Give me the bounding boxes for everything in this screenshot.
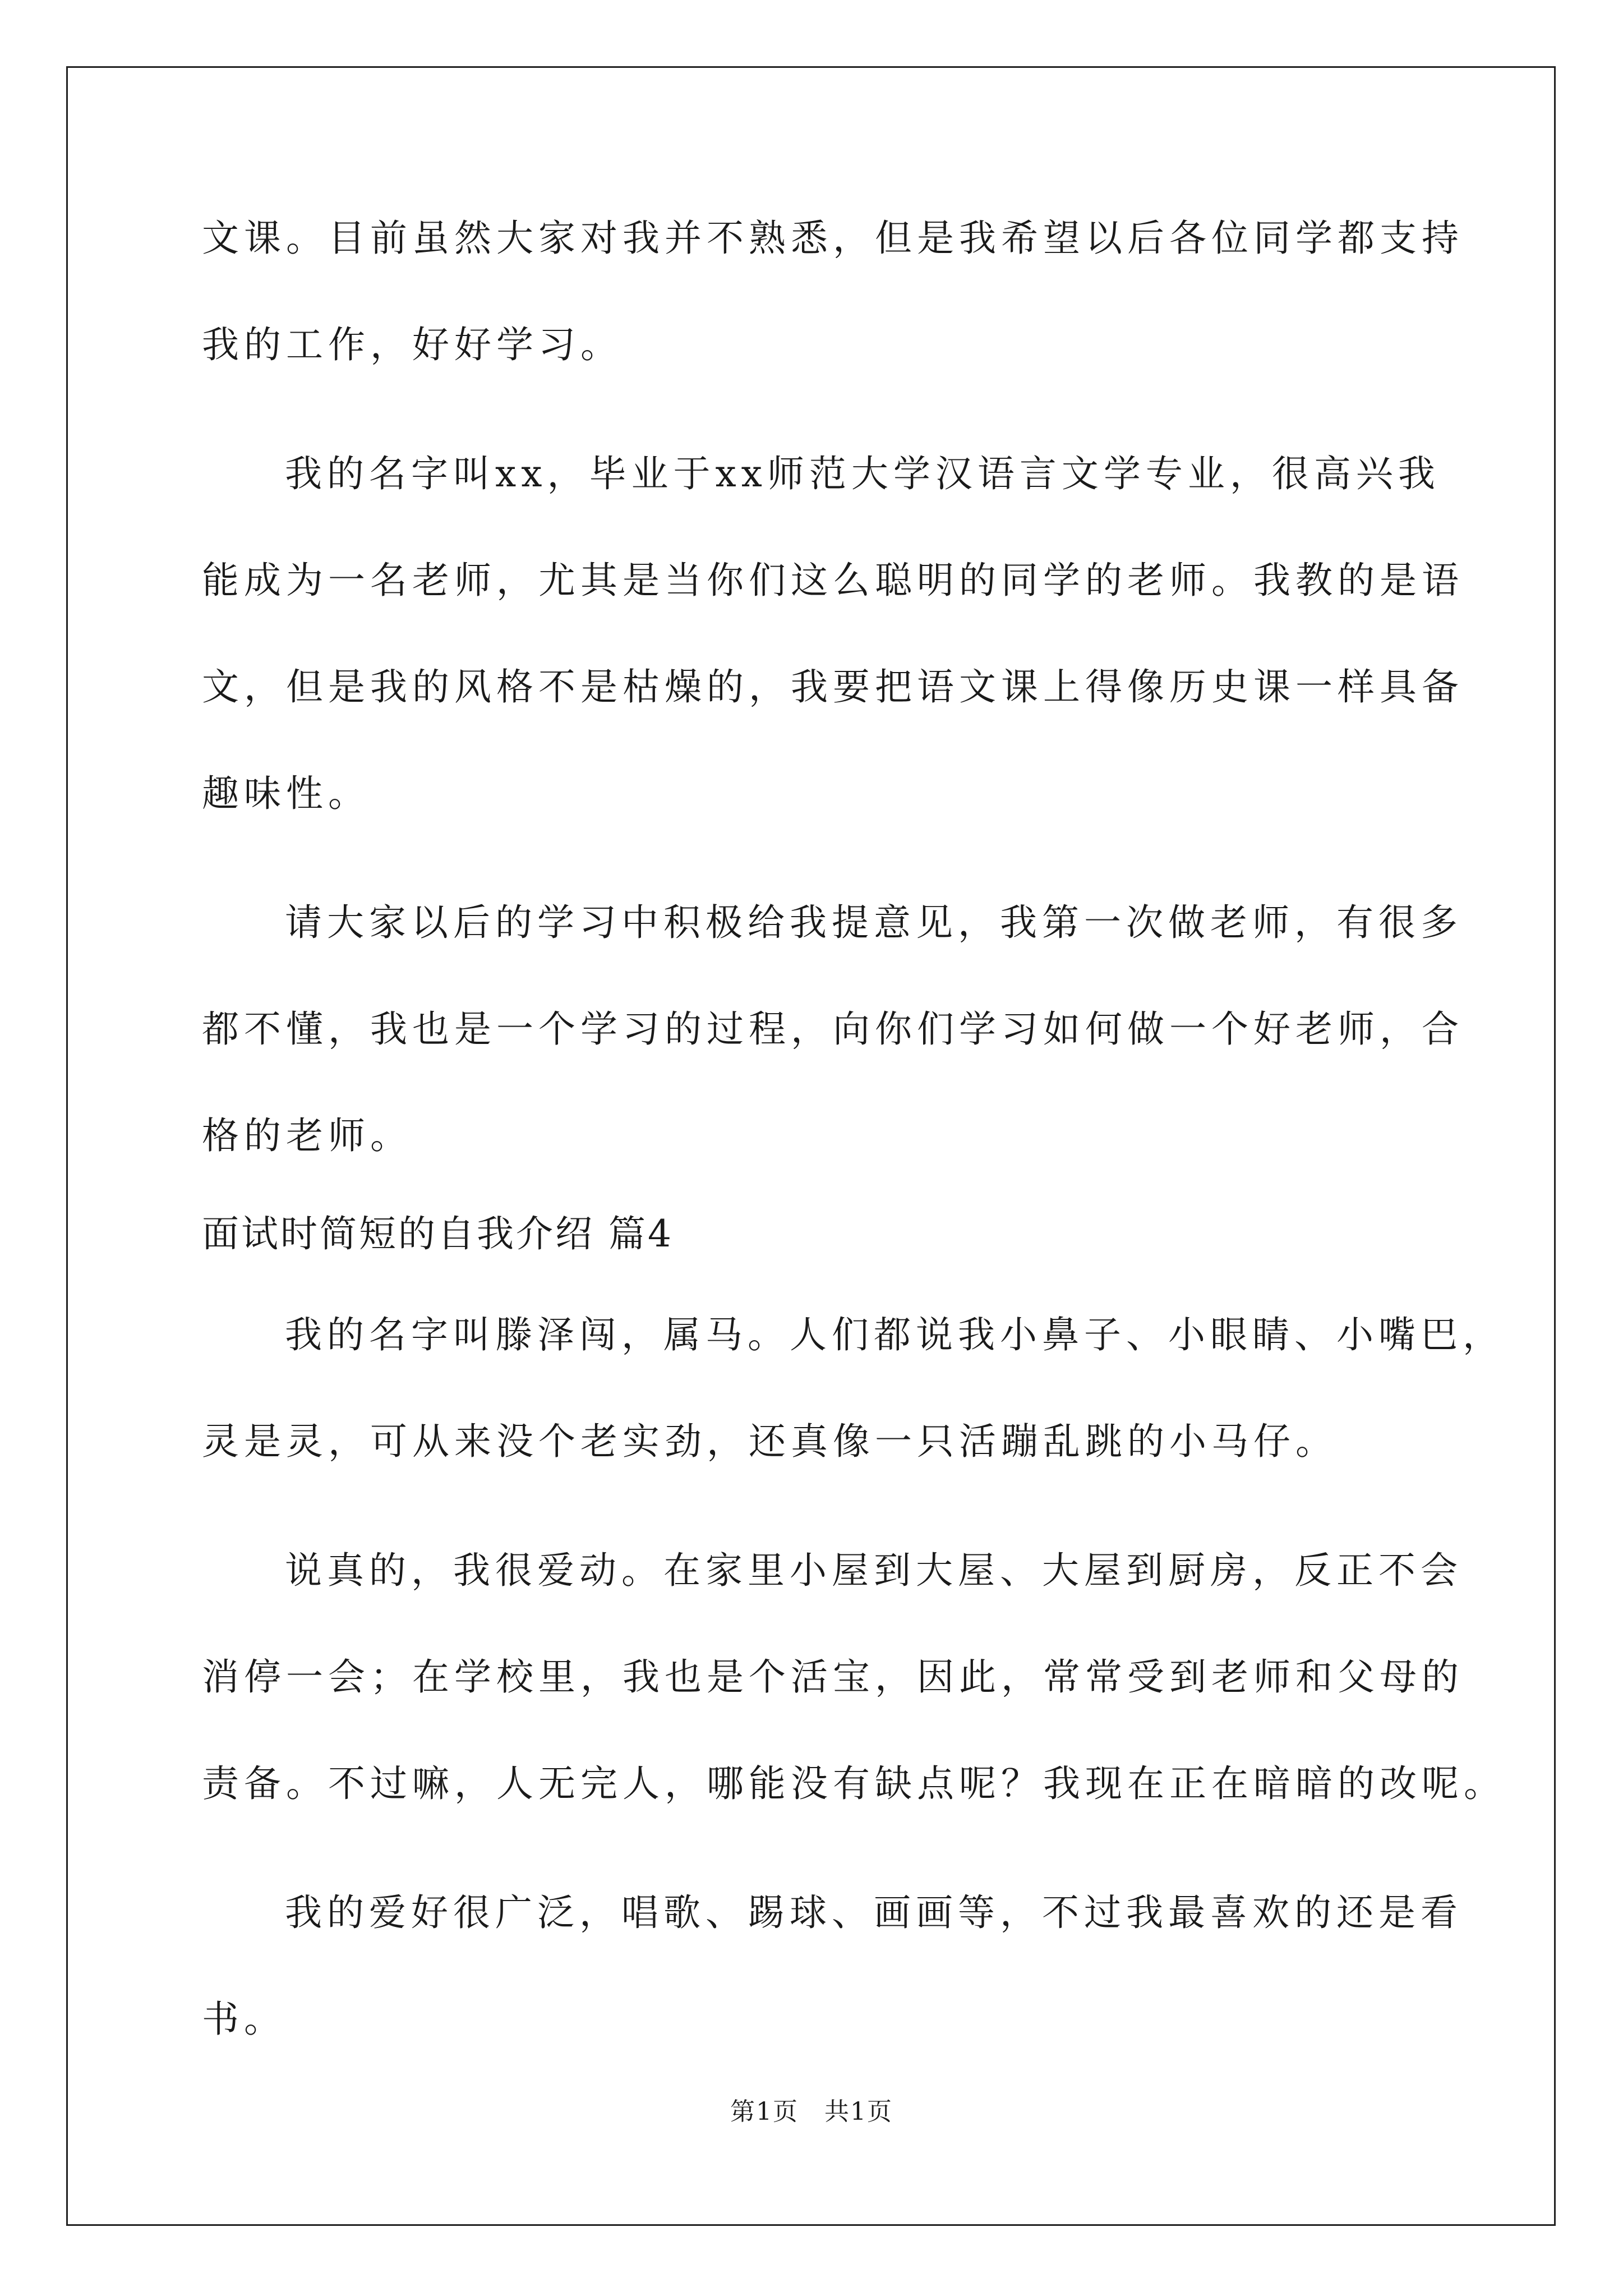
text-line: 责备。不过嘛，人无完人，哪能没有缺点呢？我现在正在暗暗的改呢。	[202, 1762, 1506, 1805]
paragraph-first-line: 说真的，我很爱动。在家里小屋到大屋、大屋到厨房，反正不会	[285, 1549, 1463, 1592]
text-line: 我的工作，好好学习。	[202, 323, 623, 366]
paragraph-first-line: 我的爱好很广泛，唱歌、踢球、画画等，不过我最喜欢的还是看	[285, 1891, 1463, 1934]
text-line: 格的老师。	[202, 1114, 412, 1157]
paragraph-first-line: 我的名字叫xx，毕业于xx师范大学汉语言文学专业，很高兴我	[285, 452, 1440, 495]
text-line: 都不懂，我也是一个学习的过程，向你们学习如何做一个好老师，合	[202, 1007, 1464, 1051]
text-line: 灵是灵，可从来没个老实劲，还真像一只活蹦乱跳的小马仔。	[202, 1420, 1338, 1463]
section-heading: 面试时简短的自我介绍 篇4	[202, 1212, 674, 1255]
paragraph-first-line: 我的名字叫滕泽闯，属马。人们都说我小鼻子、小眼睛、小嘴巴，	[285, 1313, 1505, 1356]
text-line: 文，但是我的风格不是枯燥的，我要把语文课上得像历史课一样具备	[202, 665, 1464, 708]
text-line: 文课。目前虽然大家对我并不熟悉，但是我希望以后各位同学都支持	[202, 217, 1464, 260]
text-line: 能成为一名老师，尤其是当你们这么聪明的同学的老师。我教的是语	[202, 559, 1464, 602]
text-line: 消停一会；在学校里，我也是个活宝，因此，常常受到老师和父母的	[202, 1655, 1464, 1699]
paragraph-first-line: 请大家以后的学习中积极给我提意见，我第一次做老师，有很多	[285, 901, 1463, 944]
text-line: 趣味性。	[202, 772, 370, 815]
page-number-footer: 第1页 共1页	[730, 2097, 893, 2126]
text-line: 书。	[202, 1998, 286, 2041]
